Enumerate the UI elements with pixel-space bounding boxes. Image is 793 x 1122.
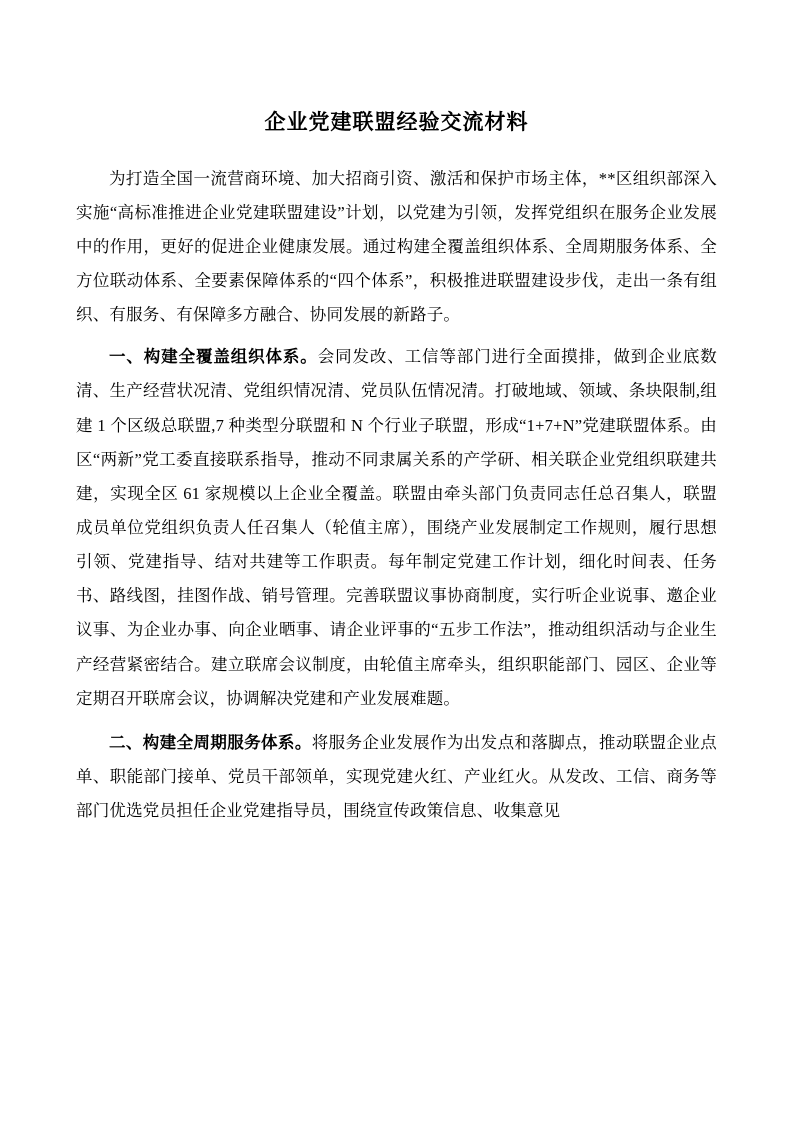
paragraph-intro bbox=[76, 162, 717, 333]
paragraph-section-two bbox=[76, 726, 717, 828]
paragraph-section-one bbox=[76, 340, 717, 716]
section-heading-two: 二、构建全周期服务体系。 bbox=[109, 732, 312, 752]
paragraph-text: 将服务企业发展作为出发点和落脚点，推动联盟企业点单、职能部门接单、党员干部领单，实现党建火红、产业红火。从发改、工信、商务等部门优选党员担任企业党建指导员，围绕宣传政策信息、收集意见 bbox=[76, 732, 717, 821]
section-heading-one: 一、构建全覆盖组织体系。 bbox=[109, 347, 318, 367]
page-title: 企业党建联盟经验交流材料 bbox=[264, 110, 529, 134]
paragraph-text: 会同发改、工信等部门进行全面摸排，做到企业底数清、生产经营状况清、党组织情况清、党员队伍情况清。打破地域、领域、条块限制,组建 1 个区级总联盟,7 种类型分联盟和 N 个行业子联盟，形成“1+7+N”党建联盟体系。由区“两新”党工委直接联系指导，推动不同隶属关系的产学研、相关联企业党组织联建共建，实现全区 61 家规模以上企业全覆盖。联盟由牵头部门负责同志任总召集人，联盟成员单位党组织负责人任召集人（轮值主席），围绕产业发展制定工作规则，履行思想引领、党建指导、结对共建等工作职责。每年制定党建工作计划，细化时间表、任务书、路线图，挂图作战、销号管理。完善联盟议事协商制度，实行听企业说事、邀企业议事、为企业办事、向企业晒事、请企业评事的“五步工作法”，推动组织活动与企业生产经营紧密结合。建立联席会议制度，由轮值主席牵头，组织职能部门、园区、企业等定期召开联席会议，协调解决党建和产业发展难题。 bbox=[76, 347, 717, 708]
paragraph-text: 为打造全国一流营商环境、加大招商引资、激活和保护市场主体，**区组织部深入实施“高标准推进企业党建联盟建设”计划，以党建为引领，发挥党组织在服务企业发展中的作用，更好的促进企业健康发展。通过构建全覆盖组织体系、全周期服务体系、全方位联动体系、全要素保障体系的“四个体系”，积极推进联盟建设步伐，走出一条有组织、有服务、有保障多方融合、协同发展的新路子。 bbox=[76, 168, 717, 325]
